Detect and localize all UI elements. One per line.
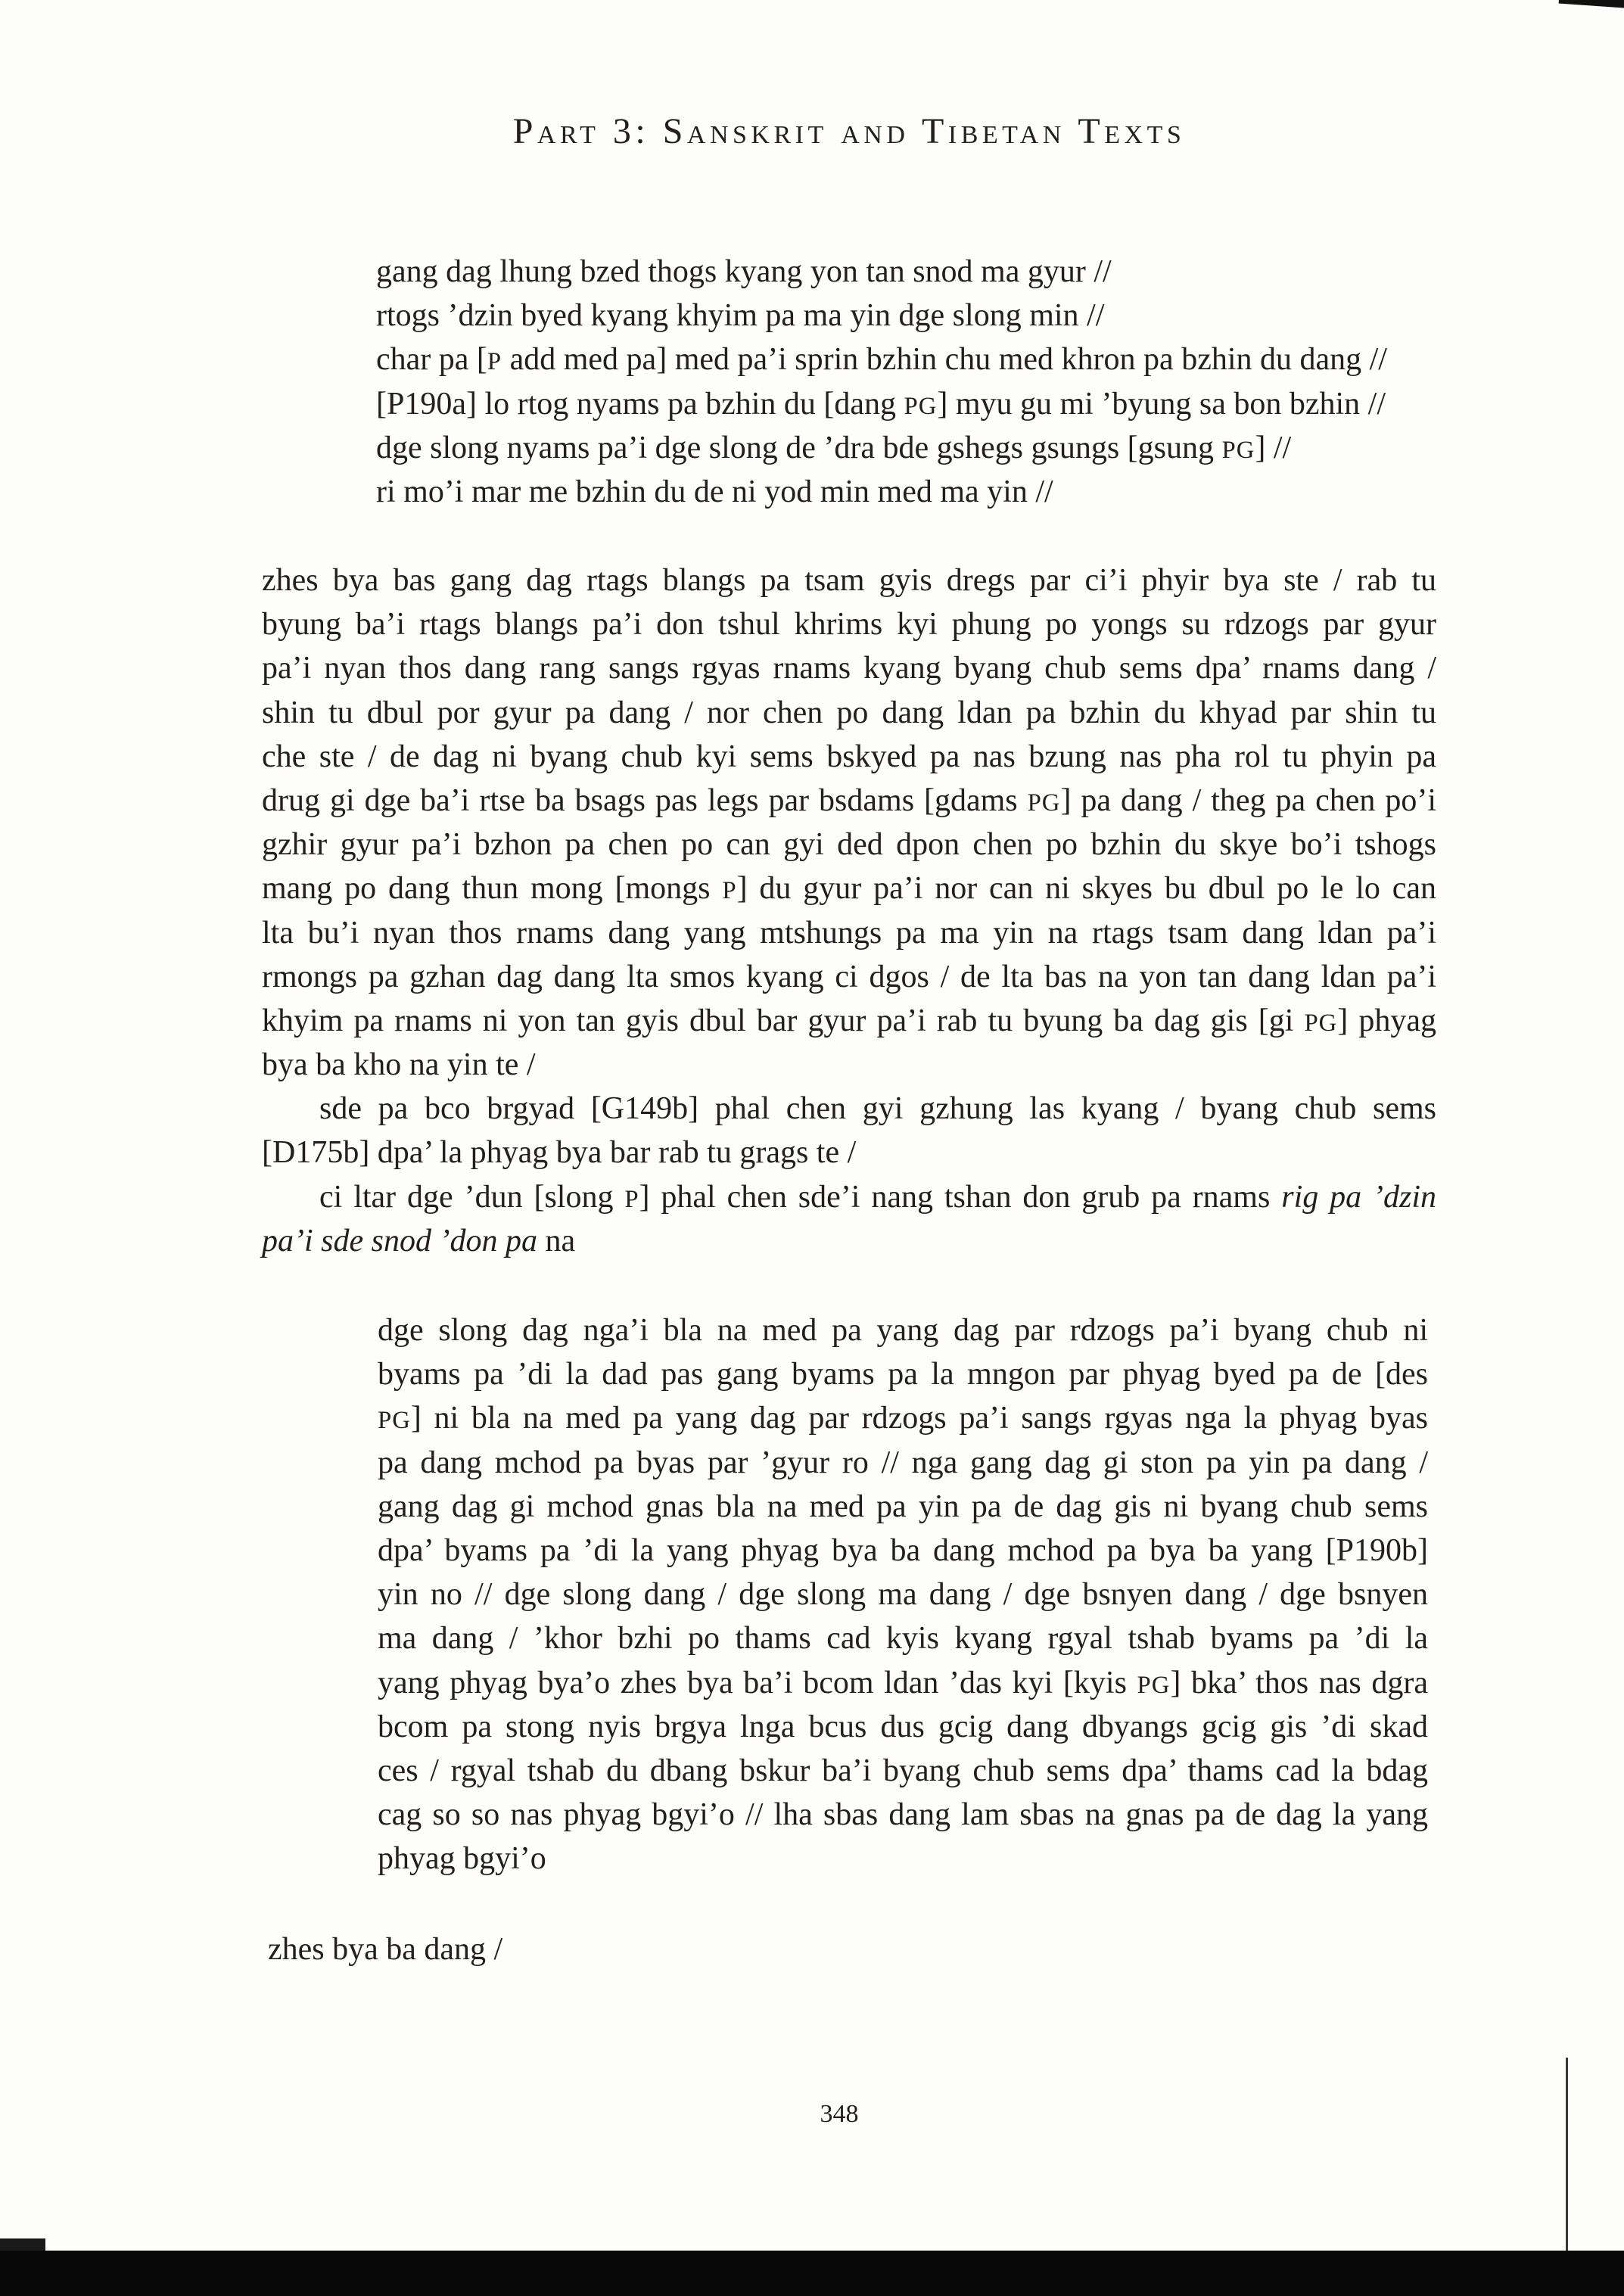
block-quote [378, 1308, 1428, 1881]
prose-line [262, 866, 1436, 910]
prose-line [262, 1087, 1436, 1131]
quote-line [378, 1441, 1428, 1485]
text-run: ] pa dang / theg pa chen po’i [1060, 782, 1436, 818]
text-run: ri mo’i mar me bzhin du de ni yod min med ma yin // [376, 474, 1053, 509]
prose-line [262, 1175, 1436, 1219]
quote-line [378, 1661, 1428, 1705]
prose-line [262, 955, 1436, 999]
text-run: bcom pa stong nyis brgya lnga bcus dus gcig dang dbyangs gcig gis ’di skad [378, 1709, 1428, 1744]
text-run: add med pa] med pa’i sprin bzhin chu med khron pa bzhin du dang // [502, 342, 1387, 378]
text-run: shin tu dbul por gyur pa dang / nor chen po dang ldan pa bzhin du khyad par shin tu [262, 695, 1436, 730]
prose-line [262, 999, 1436, 1043]
prose-line [262, 1131, 1436, 1174]
siglum-small-caps: PG [1027, 789, 1061, 817]
siglum-small-caps: PG [1137, 1671, 1171, 1699]
siglum-small-caps: P [722, 877, 737, 905]
text-run: sde pa bco brgyad [G149b] phal chen gyi gzhung las kyang / byang chub sems [319, 1091, 1436, 1127]
scan-edge-mark [1559, 0, 1624, 8]
prose-line [262, 1219, 1436, 1263]
scan-edge-mark [0, 2238, 45, 2251]
text-run: gang dag lhung bzed thogs kyang yon tan snod ma gyur // [376, 254, 1112, 289]
siglum-small-caps: P [487, 348, 502, 376]
text-run: pa’i nyan thos dang rang sangs rgyas rnams kyang byang chub sems dpa’ rnams dang / [262, 651, 1436, 686]
prose-line [262, 779, 1436, 823]
quote-line [378, 1529, 1428, 1573]
quote-line [378, 1396, 1428, 1440]
text-run: rmongs pa gzhan dag dang lta smos kyang ci dgos / de lta bas na yon tan dang ldan pa’i [262, 959, 1436, 994]
siglum-small-caps: PG [904, 392, 938, 420]
scan-shadow-band [0, 2251, 1624, 2296]
text-run: dpa’ byams pa ’di la yang phyag bya ba dang mchod pa bya ba yang [P190b] [378, 1532, 1428, 1568]
text-run: rtogs ’dzin byed kyang khyim pa ma yin dge slong min // [376, 298, 1105, 334]
prose-line [262, 691, 1436, 735]
text-run: ces / rgyal tshab du dbang bskur ba’i byang chub sems dpa’ thams cad la bdag [378, 1753, 1428, 1788]
siglum-small-caps: PG [378, 1407, 411, 1435]
quote-line [378, 1705, 1428, 1749]
text-run: pa dang mchod pa byas par ’gyur ro // nga gang dag gi ston pa yin pa dang / [378, 1445, 1428, 1480]
closing-line [268, 1927, 1025, 1971]
siglum-small-caps: PG [1304, 1009, 1338, 1037]
text-run: ] bka’ thos nas dgra [1170, 1665, 1428, 1700]
quote-line [378, 1749, 1428, 1793]
text-run: phyag bgyi’o [378, 1841, 546, 1877]
text-run: gang dag gi mchod gnas bla na med pa yin pa de dag gis ni byang chub sems [378, 1489, 1428, 1524]
scan-edge-line [1566, 2058, 1568, 2251]
text-run: ] ni bla na med pa yang dag par rdzogs pa’i sangs rgyas nga la phyag byas [410, 1401, 1428, 1436]
verse-block [376, 250, 1511, 514]
text-run: ci ltar dge ’dun [slong [319, 1179, 625, 1215]
prose-line [262, 823, 1436, 866]
text-run: yang phyag bya’o zhes bya ba’i bcom ldan ’das kyi [kyis [378, 1665, 1137, 1700]
text-run: ] myu gu mi ’byung sa bon bzhin // [937, 386, 1386, 422]
quote-line [378, 1616, 1428, 1660]
page-number: 348 [820, 2100, 859, 2128]
text-run: gzhir gyur pa’i bzhon pa chen po can gyi ded dpon chen po bzhin du skye bo’i tshogs [262, 827, 1436, 863]
text-run: lta bu’i nyan thos rnams dang yang mtshungs pa ma yin na rtags tsam dang ldan pa’i [262, 915, 1436, 950]
text-run: char pa [ [376, 342, 487, 378]
quote-line [378, 1573, 1428, 1616]
text-run: [P190a] lo rtog nyams pa bzhin du [dang [376, 386, 904, 422]
quote-line [378, 1308, 1428, 1352]
verse-line [376, 250, 1511, 294]
prose-line [262, 1043, 1436, 1087]
prose-line [262, 646, 1436, 690]
text-run: drug gi dge ba’i rtse ba bsags pas legs par bsdams [gdams [262, 782, 1028, 818]
siglum-small-caps: P [624, 1185, 639, 1213]
text-run: ] // [1255, 430, 1292, 465]
text-run: byams pa ’di la dad pas gang byams pa la mngon par phyag byed pa de [des [378, 1357, 1428, 1392]
running-head: Part 3: Sanskrit and Tibetan Texts [512, 111, 1186, 151]
prose-line [268, 1927, 1025, 1971]
text-run: ma dang / ’khor bzhi po thams cad kyis kyang rgyal tshab byams pa ’di la [378, 1621, 1428, 1657]
prose-line [262, 602, 1436, 646]
verse-line [376, 382, 1511, 426]
verse-line [376, 426, 1511, 470]
text-run: cag so so nas phyag bgyi’o // lha sbas dang lam sbas na gnas pa de dag la yang [378, 1797, 1428, 1833]
prose-line [262, 558, 1436, 602]
prose-block [262, 558, 1436, 1263]
text-run: na [537, 1223, 576, 1258]
quote-line [378, 1352, 1428, 1396]
siglum-small-caps: PG [1221, 436, 1255, 464]
quote-line [378, 1485, 1428, 1529]
text-run: ] phyag [1337, 1003, 1436, 1038]
text-run: mang po dang thun mong [mongs [262, 871, 723, 907]
text-run: dge slong nyams pa’i dge slong de ’dra bde gshegs gsungs [gsung [376, 430, 1222, 465]
text-run: ] du gyur pa’i nor can ni skyes bu dbul po le lo can [736, 871, 1436, 907]
text-run: bya ba kho na yin te / [262, 1047, 536, 1083]
text-run: byung ba’i rtags blangs pa’i don tshul khrims kyi phung po yongs su rdzogs par gyur [262, 607, 1436, 642]
text-run: yin no // dge slong dang / dge slong ma dang / dge bsnyen dang / dge bsnyen [378, 1577, 1428, 1613]
verse-line [376, 470, 1511, 514]
text-run: zhes bya ba dang / [268, 1932, 503, 1967]
text-run: ] phal chen sde’i nang tshan don grub pa rnams [639, 1179, 1282, 1215]
prose-line [262, 911, 1436, 955]
text-run: che ste / de dag ni byang chub kyi sems bskyed pa nas bzung nas pha rol tu phyin pa [262, 739, 1436, 774]
italic-title: rig pa ’dzin [1281, 1179, 1437, 1215]
text-run: khyim pa rnams ni yon tan gyis dbul bar gyur pa’i rab tu byung ba dag gis [gi [262, 1003, 1305, 1038]
verse-line [376, 338, 1511, 381]
verse-line [376, 294, 1511, 338]
text-run: zhes bya bas gang dag rtags blangs pa tsam gyis dregs par ci’i phyir bya ste / rab tu [262, 563, 1436, 598]
text-run: dge slong dag nga’i bla na med pa yang dag par rdzogs pa’i byang chub ni [378, 1313, 1428, 1348]
quote-line [378, 1837, 1428, 1881]
text-run: [D175b] dpa’ la phyag bya bar rab tu grags te / [262, 1135, 857, 1171]
quote-line [378, 1793, 1428, 1837]
prose-line [262, 735, 1436, 779]
italic-title: pa’i sde snod ’don pa [262, 1223, 537, 1258]
